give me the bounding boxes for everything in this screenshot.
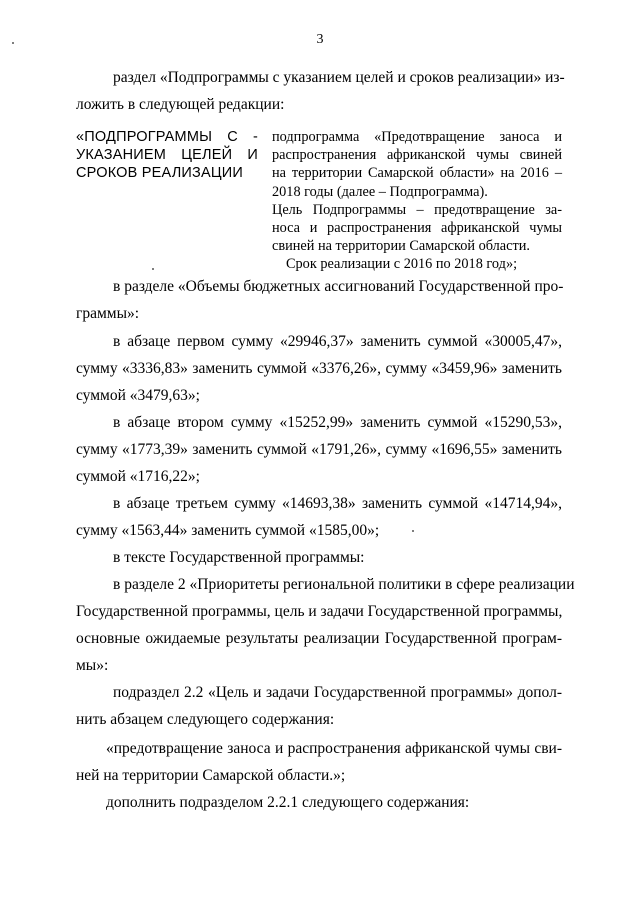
intro-line-1: раздел «Подпрограммы с указанием целей и сроков реализации» из- <box>113 69 565 86</box>
paragraph-second-line-3: суммой «1716,22»; <box>76 468 200 485</box>
table-left-line: СРОКОВ РЕАЛИЗАЦИИ <box>76 165 244 181</box>
table-right-cell <box>272 128 562 274</box>
paragraph-first-line-3: суммой «3479,63»; <box>76 387 200 404</box>
paragraph-third-line-1: в абзаце третьем сумму «14693,38» заменить суммой «14714,94», <box>113 495 562 512</box>
paragraph-quote-line-2: ней на территории Самарской области.»; <box>76 767 346 784</box>
table-left-line: «ПОДПРОГРАММЫ С - <box>76 129 258 145</box>
paragraph-subsection-line-2: нить абзацем следующего содержания: <box>76 711 335 728</box>
scan-speck <box>412 530 414 532</box>
paragraph-budget-line-1: в разделе «Объемы бюджетных ассигнований Государственной про- <box>113 278 564 295</box>
table-right-line: Цель Подпрограммы – предотвращение за- <box>272 201 562 218</box>
page-number: 3 <box>316 32 324 47</box>
table-right-line: распространения африканской чумы свиней <box>272 147 562 164</box>
table-right-line: носа и распространения африканской чумы <box>272 220 562 237</box>
table-right-line: подпрограмма «Предотвращение заноса и <box>272 129 562 145</box>
paragraph-section2-line-4: мы»: <box>76 657 109 674</box>
paragraph-section2-line-3: основные ожидаемые результаты реализации Государственной програм- <box>76 630 562 647</box>
table-right-line: на территории Самарской области» на 2016 – <box>272 165 562 182</box>
paragraph-add-subsection: дополнить подразделом 2.2.1 следующего содержания: <box>106 794 470 811</box>
scan-speck <box>152 268 154 270</box>
table-right-line: 2018 годы (далее – Подпрограмма). <box>272 183 488 200</box>
table-right-line: Срок реализации с 2016 по 2018 год»; <box>286 256 518 273</box>
paragraph-first-line-2: сумму «3336,83» заменить суммой «3376,26», сумму «3459,96» заменить <box>76 360 562 377</box>
paragraph-second-line-1: в абзаце втором сумму «15252,99» заменить суммой «15290,53», <box>113 414 562 431</box>
table-right-line: свиней на территории Самарской области. <box>272 238 530 255</box>
paragraph-quote-line-1: «предотвращение заноса и распространения африканской чумы сви- <box>106 740 562 757</box>
paragraph-budget-line-2: граммы»: <box>76 305 140 322</box>
table-left-line: УКАЗАНИЕМ ЦЕЛЕЙ И <box>76 147 258 163</box>
paragraph-first-line-1: в абзаце первом сумму «29946,37» заменить суммой «30005,47», <box>113 333 562 350</box>
paragraph-second-line-2: сумму «1773,39» заменить суммой «1791,26», сумму «1696,55» заменить <box>76 441 562 458</box>
paragraph-third-line-2: сумму «1563,44» заменить суммой «1585,00»; <box>76 522 380 539</box>
paragraph-subsection-line-1: подраздел 2.2 «Цель и задачи Государственной программы» допол- <box>113 684 562 701</box>
paragraph-section2-line-1: в разделе 2 «Приоритеты региональной политики в сфере реализации <box>113 576 575 593</box>
intro-line-2: ложить в следующей редакции: <box>76 96 285 113</box>
table-left-cell <box>76 128 258 182</box>
paragraph-section2-line-2: Государственной программы, цель и задачи Государственной программы, <box>76 603 563 620</box>
scan-speck <box>12 42 14 44</box>
paragraph-text-heading: в тексте Государственной программы: <box>113 549 365 566</box>
